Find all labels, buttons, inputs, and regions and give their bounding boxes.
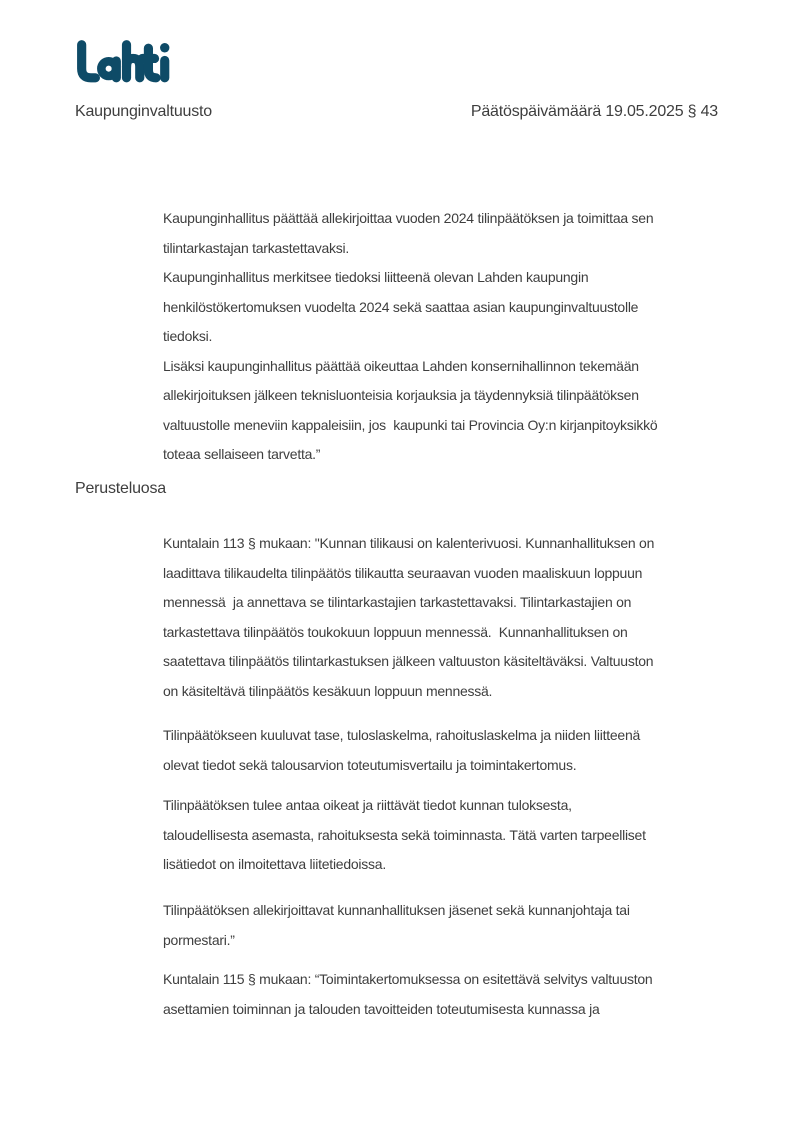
justification-paragraph bbox=[163, 896, 763, 955]
text-line: toteaa sellaiseen tarvetta.” bbox=[163, 446, 321, 462]
text-line: Tilinpäätökseen kuuluvat tase, tuloslaskelma, rahoituslaskelma ja niiden liitteenä bbox=[163, 727, 641, 743]
text-line: Kaupunginhallitus merkitsee tiedoksi liitteenä olevan Lahden kaupungin bbox=[163, 269, 589, 285]
text-line: laadittava tilikaudelta tilinpäätös tilikautta seuraavan vuoden maaliskuun loppuun bbox=[163, 564, 643, 581]
text-line: tarkastettava tilinpäätös toukokuun loppuun mennessä. Kunnanhallituksen on bbox=[163, 623, 628, 640]
text-line: on käsiteltävä tilinpäätös kesäkuun loppuun mennessä. bbox=[163, 682, 493, 699]
lahti-logo bbox=[73, 38, 179, 84]
lahti-logo-i-dot bbox=[160, 43, 169, 52]
text-line: Kaupunginhallitus päättää allekirjoittaa vuoden 2024 tilinpäätöksen ja toimittaa sen bbox=[163, 210, 654, 226]
text-line: asettamien toiminnan ja talouden tavoitteiden toteutumisesta kunnassa ja bbox=[163, 1000, 600, 1017]
justification-paragraph bbox=[163, 791, 763, 880]
text-line: allekirjoituksen jälkeen teknisluonteisia korjauksia ja täydennyksiä tilinpäätöksen bbox=[163, 387, 639, 403]
text-line: pormestari.” bbox=[163, 931, 235, 948]
text-line: olevat tiedot sekä talousarvion toteutumisvertailu ja toimintakertomus. bbox=[163, 756, 577, 773]
header-decision-date: Päätöspäivämäärä 19.05.2025 § 43 bbox=[470, 103, 718, 120]
text-line: tiedoksi. bbox=[163, 328, 213, 344]
justification-paragraph bbox=[163, 721, 763, 780]
decision-paragraphs bbox=[163, 204, 763, 470]
header-org-name: Kaupunginvaltuusto bbox=[75, 103, 212, 120]
text-line: valtuustolle meneviin kappaleisiin, jos kaupunki tai Provincia Oy:n kirjanpitoyksikkö bbox=[163, 416, 658, 433]
text-line: lisätiedot on ilmoitettava liitetiedoissa. bbox=[163, 856, 386, 872]
text-line: taloudellisesta asemasta, rahoituksesta sekä toiminnasta. Tätä varten tarpeelliset bbox=[163, 826, 646, 843]
text-line: saatettava tilinpäätös tilintarkastuksen jälkeen valtuuston käsiteltäväksi. Valtuuston bbox=[163, 653, 654, 669]
text-line: Tilinpäätöksen tulee antaa oikeat ja riittävät tiedot kunnan tuloksesta, bbox=[163, 797, 572, 813]
lahti-logo-strokes bbox=[82, 43, 170, 78]
justification-paragraph bbox=[163, 965, 763, 1024]
text-line: mennessä ja annettava se tilintarkastajien tarkastettavaksi. Tilintarkastajien on bbox=[163, 594, 632, 610]
justification-paragraph bbox=[163, 529, 763, 706]
section-heading-perusteluosa: Perusteluosa bbox=[75, 480, 166, 497]
text-line: Kuntalain 115 § mukaan: “Toimintakertomuksessa on esitettävä selvitys valtuuston bbox=[163, 971, 653, 987]
text-line: Lisäksi kaupunginhallitus päättää oikeuttaa Lahden konsernihallinnon tekemään bbox=[163, 357, 639, 374]
text-line: henkilöstökertomuksen vuodelta 2024 sekä saattaa asian kaupunginvaltuustolle bbox=[163, 298, 639, 315]
text-line: Kuntalain 113 § mukaan: "Kunnan tilikausi on kalenterivuosi. Kunnanhallituksen on bbox=[163, 535, 655, 551]
text-line: tilintarkastajan tarkastettavaksi. bbox=[163, 239, 350, 256]
text-line: Tilinpäätöksen allekirjoittavat kunnanhallituksen jäsenet sekä kunnanjohtaja tai bbox=[163, 902, 630, 918]
